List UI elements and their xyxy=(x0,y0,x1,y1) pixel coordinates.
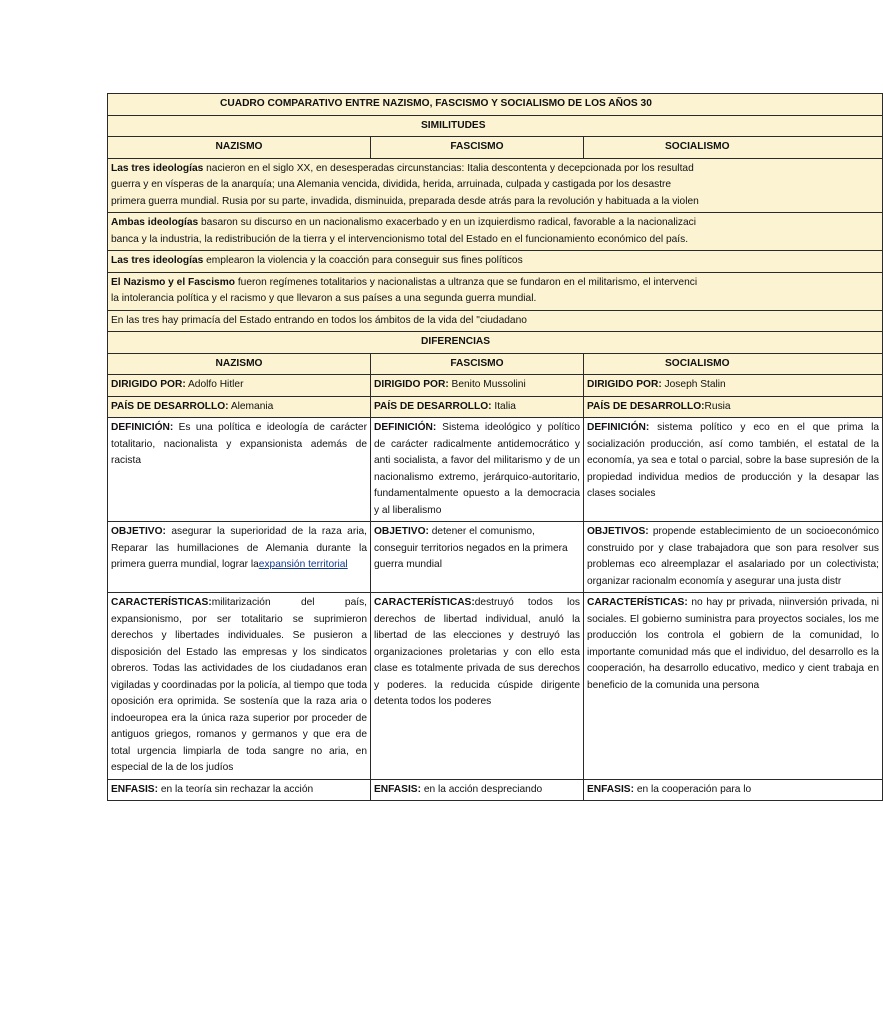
caracteristicas-label: CARACTERÍSTICAS: xyxy=(111,597,212,608)
dirigido-value: Benito Mussolini xyxy=(448,379,526,390)
column-header-fascismo: FASCISMO xyxy=(371,137,584,159)
pais-label: PAÍS DE DESARROLLO: xyxy=(587,400,705,412)
pais-value: Rusia xyxy=(704,400,731,412)
objetivo-label: OBJETIVO: xyxy=(374,526,429,537)
definicion-value: Es una política e ideología de carácter totalitario, nacionalista y expansionista además de racista xyxy=(111,422,367,466)
similitudes-heading-row xyxy=(108,115,883,137)
column-header-socialismo: SOCIALISMO xyxy=(584,353,883,375)
diferencias-heading-row xyxy=(108,332,883,354)
objetivo-cell-socialismo xyxy=(584,522,883,593)
table-title-row xyxy=(108,94,883,116)
similitud-text xyxy=(108,251,883,273)
caracteristicas-value: destruyó todos los derechos de libertad individual, anuló la libertad de las elecciones y destruyó las organizaciones proletarias y con ello esta clase es totalmente privada de sus derechos y poderes. la reducida cúspide dirigente detenta todos los poderes xyxy=(374,597,580,707)
objetivo-cell-fascismo xyxy=(371,522,584,593)
pais-label: PAÍS DE DESARROLLO: xyxy=(111,400,229,412)
objetivo-label: OBJETIVO: xyxy=(111,526,166,537)
enfasis-cell-fascismo xyxy=(371,779,584,801)
similitud-line: nacieron en el siglo XX, en desesperadas circunstancias: Italia descontenta y decepcionada por los resultad xyxy=(203,162,694,174)
diferencias-heading: DIFERENCIAS xyxy=(108,332,883,354)
enfasis-value: en la acción despreciando xyxy=(420,783,543,795)
similitudes-heading: SIMILITUDES xyxy=(108,115,883,137)
definicion-label: DEFINICIÓN: xyxy=(111,422,174,433)
similitud-line: basaron su discurso en un nacionalismo exacerbado y en un izquierdismo radical, favorable a la nacionalizaci xyxy=(198,217,696,228)
column-header-socialismo: SOCIALISMO xyxy=(584,137,883,159)
similitud-line: fueron regímenes totalitarios y nacionalistas a ultranza que se fundaron en el militarismo, el intervenci xyxy=(235,276,698,288)
dirigido-label: DIRIGIDO POR: xyxy=(111,379,186,390)
objetivo-value: detener el comunismo, conseguir territorios negados en la primera guerra mundial xyxy=(374,526,568,570)
caracteristicas-row xyxy=(108,593,883,780)
similitud-lead: Ambas ideologías xyxy=(111,217,199,228)
similitud-line: emplearon la violencia y la coacción para conseguir sus fines políticos xyxy=(203,255,523,266)
definicion-row xyxy=(108,418,883,522)
enfasis-cell-nazismo xyxy=(108,779,371,801)
definicion-cell-socialismo xyxy=(584,418,883,522)
pais-cell-nazismo xyxy=(108,396,371,418)
enfasis-row xyxy=(108,779,883,801)
column-header-fascismo: FASCISMO xyxy=(371,353,584,375)
dirigido-cell-fascismo xyxy=(371,375,584,397)
dirigido-row xyxy=(108,375,883,397)
similitud-row xyxy=(108,158,883,213)
dirigido-cell-nazismo xyxy=(108,375,371,397)
enfasis-label: ENFASIS: xyxy=(374,783,421,795)
caracteristicas-cell-nazismo xyxy=(108,593,371,780)
pais-cell-fascismo xyxy=(371,396,584,418)
dirigido-cell-socialismo xyxy=(584,375,883,397)
similitud-line: guerra y en vísperas de la anarquía; una Alemania vencida, dividida, herida, arruinada, culpada y castigada por los desastre xyxy=(111,179,672,190)
similitud-row xyxy=(108,272,883,310)
column-header-nazismo: NAZISMO xyxy=(108,137,371,159)
caracteristicas-label: CARACTERÍSTICAS: xyxy=(374,597,475,608)
pais-value: Italia xyxy=(491,400,516,412)
table-title: CUADRO COMPARATIVO ENTRE NAZISMO, FASCISMO Y SOCIALISMO DE LOS AÑOS 30 xyxy=(108,94,883,116)
similitudes-columns-row xyxy=(108,137,883,159)
dirigido-value: Joseph Stalin xyxy=(661,379,726,390)
similitud-line: primera guerra mundial. Rusia por su parte, invadida, disminuida, preparada desde atrás para la revolución y habituada a la violen xyxy=(111,195,699,207)
diferencias-columns-row xyxy=(108,353,883,375)
enfasis-cell-socialismo xyxy=(584,779,883,801)
caracteristicas-cell-fascismo xyxy=(371,593,584,780)
similitud-text xyxy=(108,272,883,310)
enfasis-value: en la teoría sin rechazar la acción xyxy=(157,783,314,795)
similitud-row xyxy=(108,251,883,273)
caracteristicas-value: militarización del país, expansionismo, por ser totalitario se suprimieron derechos y libertades individuales. Se pusieron a disposición del Estado las empresas y los sindicatos obreros. Todas las actividades de los ciudadanos eran vigiladas y coordinadas por la policía, al tiempo que toda oposición era oprimida. Se sostenía que la raza aria o indoeuropea era la única raza superior por proceder de antiguos griegos, romanos y germanos y que era de total urgencia limpiarla de toda sangre no aria, en especial de la de los judíos xyxy=(111,597,367,773)
comparison-document xyxy=(107,93,880,923)
caracteristicas-value: no hay pr privada, niinversión privada, ni sociales. El gobierno suministra para proyectos sociales, los me producción los controla el gobiern de la comunidad, lo importante comunidad más que el individuo, del desarrollo es la cooperación, ha desarrollo educativo, medico y cient trabaja en beneficio de la comunida una persona xyxy=(587,597,879,691)
similitud-lead: El Nazismo y el Fascismo xyxy=(111,276,236,288)
similitud-row xyxy=(108,310,883,332)
enfasis-label: ENFASIS: xyxy=(587,783,634,795)
similitud-line: banca y la industria, la redistribución de la tierra y el intervencionismo total del Estado en el funcionamiento económico del país. xyxy=(111,233,689,245)
objetivo-cell-nazismo xyxy=(108,522,371,593)
similitud-text xyxy=(108,213,883,251)
pais-value: Alemania xyxy=(228,400,274,412)
dirigido-value: Adolfo Hitler xyxy=(185,379,244,390)
definicion-label: DEFINICIÓN: xyxy=(587,422,650,433)
definicion-value: sistema político y eco xyxy=(649,422,770,433)
column-header-nazismo: NAZISMO xyxy=(108,353,371,375)
pais-cell-socialismo xyxy=(584,396,883,418)
enfasis-label: ENFASIS: xyxy=(111,783,158,795)
similitud-lead: Las tres ideologías xyxy=(111,255,204,266)
caracteristicas-cell-socialismo xyxy=(584,593,883,780)
dirigido-label: DIRIGIDO POR: xyxy=(587,379,662,390)
similitud-text xyxy=(108,310,883,332)
objetivo-label: OBJETIVOS: xyxy=(587,526,649,537)
caracteristicas-label: CARACTERÍSTICAS: xyxy=(587,597,688,608)
similitud-row xyxy=(108,213,883,251)
similitud-line: En las tres hay primacía del Estado entrando en todos los ámbitos de la vida del "ciudadano xyxy=(111,314,527,326)
objetivo-row xyxy=(108,522,883,593)
definicion-cell-fascismo xyxy=(371,418,584,522)
objetivo-value: asegurar la superioridad de la raza aria, Reparar las humillaciones de Alemania durante la primera guerra mundial, lograr la xyxy=(111,526,367,570)
objetivo-value: propende establecimiento de un socioeconómico construido por y clase trabajadora que son para resolver sus problemas eco alreemplazar el asalariado por un colectivista; organizar racionalm economía y asegurar una justa distr xyxy=(587,526,879,587)
definicion-cell-nazismo xyxy=(108,418,371,522)
comparison-table xyxy=(107,93,883,801)
similitud-lead: Las tres ideologías xyxy=(111,162,204,174)
expansion-territorial-link[interactable]: expansión territorial xyxy=(258,559,348,570)
pais-label: PAÍS DE DESARROLLO: xyxy=(374,400,492,412)
similitud-line: la intolerancia política y el racismo y que llevaron a sus países a una segunda guerra mundial. xyxy=(111,293,537,304)
definicion-label: DEFINICIÓN: xyxy=(374,422,437,433)
definicion-value: Sistema ideológico y político de carácter radicalmente antidemocrático y anti socialista, a favor del militarismo y de un nacionalismo extremo, jerárquico-autoritario, fundamentalmente opuesto a la democracia y al liberalismo xyxy=(374,422,580,516)
dirigido-label: DIRIGIDO POR: xyxy=(374,379,449,390)
pais-row xyxy=(108,396,883,418)
similitud-text xyxy=(108,158,883,213)
enfasis-value: en la cooperación para lo xyxy=(633,783,752,795)
definicion-value: en el que prima la socialización producción, así como también, el estatal de la economía, ya sea e total o parcial, sobre la base supresión de la propiedad individua medios de producción y la desapar las clases sociales xyxy=(587,422,880,499)
